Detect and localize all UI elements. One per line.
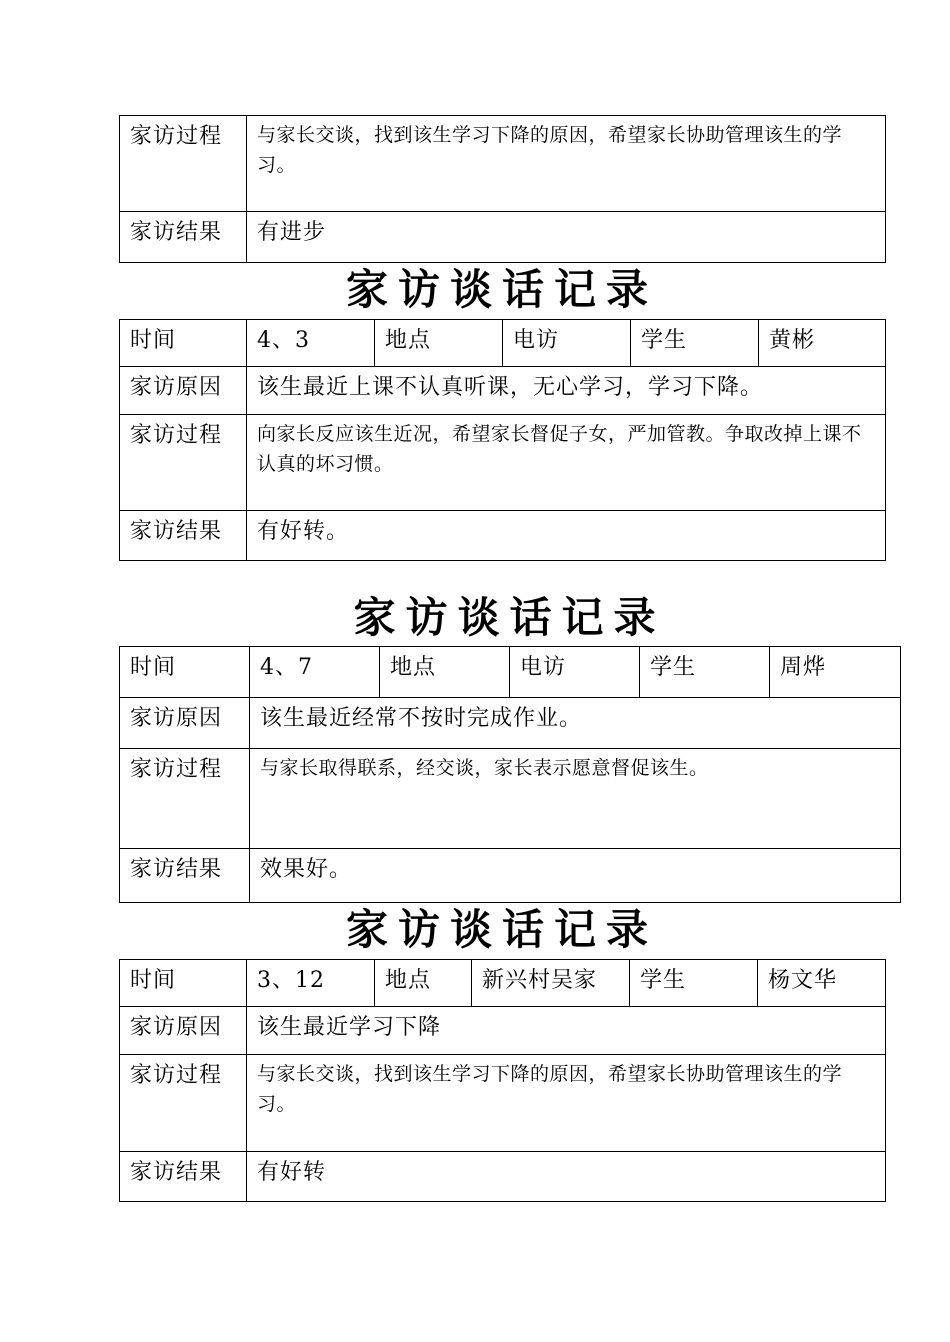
process-label: 家访过程	[120, 415, 247, 511]
result-value: 有好转	[247, 1152, 886, 1202]
reason-value: 该生最近学习下降	[247, 1007, 886, 1055]
process-value: 与家长取得联系，经交谈，家长表示愿意督促该生。	[250, 749, 901, 849]
process-label: 家访过程	[120, 1055, 247, 1152]
result-value: 效果好。	[250, 849, 901, 903]
result-value: 有好转。	[247, 511, 886, 561]
student-value: 周烨	[770, 647, 901, 698]
place-value: 新兴村吴家	[472, 960, 630, 1007]
reason-label: 家访原因	[120, 367, 247, 415]
result-label: 家访结果	[120, 212, 247, 263]
process-value: 与家长交谈，找到该生学习下降的原因，希望家长协助管理该生的学习。	[247, 1055, 886, 1152]
time-label: 时间	[120, 647, 250, 698]
student-value: 杨文华	[758, 960, 886, 1007]
time-label: 时间	[120, 960, 247, 1007]
student-label: 学生	[640, 647, 770, 698]
reason-label: 家访原因	[120, 1007, 247, 1055]
student-label: 学生	[631, 320, 759, 367]
student-value: 黄彬	[759, 320, 886, 367]
result-label: 家访结果	[120, 849, 250, 903]
place-label: 地点	[375, 320, 503, 367]
record-table	[119, 646, 901, 903]
process-label: 家访过程	[120, 749, 250, 849]
process-label: 家访过程	[120, 116, 247, 212]
time-value: 4、7	[250, 647, 380, 698]
student-label: 学生	[630, 960, 758, 1007]
process-value: 向家长反应该生近况，希望家长督促子女，严加管教。争取改掉上课不认真的坏习惯。	[247, 415, 886, 511]
process-value: 与家长交谈，找到该生学习下降的原因，希望家长协助管理该生的学习。	[247, 116, 886, 212]
record-table	[119, 319, 886, 561]
place-value: 电访	[503, 320, 631, 367]
place-label: 地点	[380, 647, 510, 698]
time-label: 时间	[120, 320, 247, 367]
reason-label: 家访原因	[120, 698, 250, 749]
record-table	[119, 959, 886, 1202]
time-value: 3、12	[247, 960, 375, 1007]
place-label: 地点	[375, 960, 472, 1007]
partial-record-table	[119, 115, 886, 263]
reason-value: 该生最近经常不按时完成作业。	[250, 698, 901, 749]
record-title: 家访谈话记录	[345, 905, 658, 954]
record-title: 家访谈话记录	[345, 265, 658, 314]
result-label: 家访结果	[120, 1152, 247, 1202]
result-label: 家访结果	[120, 511, 247, 561]
result-value: 有进步	[247, 212, 886, 263]
place-value: 电访	[510, 647, 640, 698]
time-value: 4、3	[247, 320, 375, 367]
record-title: 家访谈话记录	[353, 593, 666, 642]
reason-value: 该生最近上课不认真听课，无心学习，学习下降。	[247, 367, 886, 415]
